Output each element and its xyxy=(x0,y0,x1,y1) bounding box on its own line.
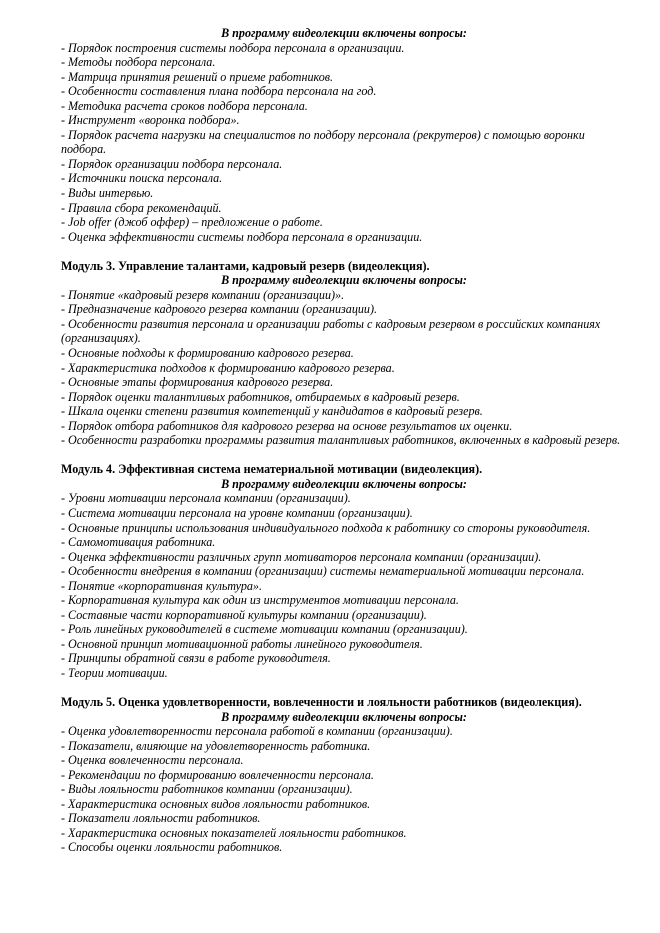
list-item: - Понятие «кадровый резерв компании (организации)». xyxy=(61,287,345,302)
section-questions-1 xyxy=(61,26,627,244)
list-item: - Оценка эффективности различных групп мотиваторов персонала компании (организации). xyxy=(61,549,542,564)
list-item: - Порядок расчета нагрузки на специалистов по подбору персонала (рекрутеров) с помощью воронки подбора. xyxy=(61,127,585,157)
list-item: - Виды лояльности работников компании (организации). xyxy=(61,782,353,797)
question-list xyxy=(61,724,627,855)
document-page xyxy=(61,26,627,855)
section-subheading: В программу видеолекции включены вопросы: xyxy=(221,476,467,491)
module-5 xyxy=(61,695,627,855)
list-item: - Особенности разработки программы развития талантливых работников, включенных в кадровый резерв. xyxy=(61,433,621,448)
list-item: - Особенности составления плана подбора персонала на год. xyxy=(61,84,377,99)
list-item: - Основные принципы использования индивидуального подхода к работнику со стороны руководителя. xyxy=(61,520,591,535)
module-heading: Модуль 5. Оценка удовлетворенности, вовлеченности и лояльности работников (видеолекция). xyxy=(61,695,582,710)
list-item: - Предназначение кадрового резерва компании (организации). xyxy=(61,302,378,317)
list-item: - Роль линейных руководителей в системе мотивации компании (организации). xyxy=(61,622,468,637)
list-item: - Основной принцип мотивационной работы линейного руководителя. xyxy=(61,636,423,651)
section-subheading: В программу видеолекции включены вопросы: xyxy=(221,709,467,724)
module-3 xyxy=(61,259,627,448)
list-item: - Порядок организации подбора персонала. xyxy=(61,156,283,171)
list-item: - Методы подбора персонала. xyxy=(61,55,216,70)
list-item: - Характеристика основных показателей лояльности работников. xyxy=(61,825,407,840)
list-item: - Характеристика подходов к формированию кадрового резерва. xyxy=(61,360,395,375)
list-item: - Система мотивации персонала на уровне компании (организации). xyxy=(61,505,413,520)
list-item: - Принципы обратной связи в работе руководителя. xyxy=(61,651,331,666)
section-subheading: В программу видеолекции включены вопросы: xyxy=(221,26,467,40)
list-item: - Показатели лояльности работников. xyxy=(61,811,261,826)
section-subheading: В программу видеолекции включены вопросы: xyxy=(221,273,467,288)
list-item: - Уровни мотивации персонала компании (организации). xyxy=(61,491,351,506)
list-item: - Методика расчета сроков подбора персонала. xyxy=(61,98,308,113)
module-heading: Модуль 4. Эффективная система нематериальной мотивации (видеолекция). xyxy=(61,462,483,477)
list-item: - Понятие «корпоративная культура». xyxy=(61,578,262,593)
list-item: - Особенности внедрения в компании (организации) системы нематериальной мотивации персонала. xyxy=(61,564,585,579)
module-4 xyxy=(61,462,627,680)
list-item: - Составные части корпоративной культуры компании (организации). xyxy=(61,607,427,622)
list-item: - Теории мотивации. xyxy=(61,665,168,680)
list-item: - Особенности развития персонала и организации работы с кадровым резервом в российских компаниях (организациях). xyxy=(61,316,601,346)
list-item: - Основные подходы к формированию кадрового резерва. xyxy=(61,345,354,360)
list-item: - Матрица принятия решений о приеме работников. xyxy=(61,69,334,84)
list-item: - Порядок оценки талантливых работников, отбираемых в кадровый резерв. xyxy=(61,389,460,404)
list-item: - Порядок построения системы подбора персонала в организации. xyxy=(61,40,405,55)
list-item: - Инструмент «воронка подбора». xyxy=(61,113,240,128)
list-item: - Характеристика основных видов лояльности работников. xyxy=(61,796,371,811)
list-item: - Источники поиска персонала. xyxy=(61,171,223,186)
list-item: - Рекомендации по формированию вовлеченности персонала. xyxy=(61,767,374,782)
list-item: - Способы оценки лояльности работников. xyxy=(61,840,283,855)
list-item: - Job offer (джоб оффер) – предложение о работе. xyxy=(61,215,323,230)
list-item: - Правила сбора рекомендаций. xyxy=(61,200,222,215)
question-list xyxy=(61,491,627,680)
list-item: - Основные этапы формирования кадрового резерва. xyxy=(61,375,334,390)
list-item: - Виды интервью. xyxy=(61,186,154,201)
list-item: - Корпоративная культура как один из инструментов мотивации персонала. xyxy=(61,593,459,608)
list-item: - Порядок отбора работников для кадрового резерва на основе результатов их оценки. xyxy=(61,418,513,433)
question-list xyxy=(61,41,627,245)
list-item: - Оценка эффективности системы подбора персонала в организации. xyxy=(61,229,423,244)
list-item: - Самомотивация работника. xyxy=(61,535,216,550)
list-item: - Оценка удовлетворенности персонала работой в компании (организации). xyxy=(61,724,453,739)
list-item: - Шкала оценки степени развития компетенций у кандидатов в кадровый резерв. xyxy=(61,404,483,419)
module-heading: Модуль 3. Управление талантами, кадровый резерв (видеолекция). xyxy=(61,258,430,273)
list-item: - Оценка вовлеченности персонала. xyxy=(61,753,244,768)
question-list xyxy=(61,288,627,448)
list-item: - Показатели, влияющие на удовлетворенность работника. xyxy=(61,738,371,753)
